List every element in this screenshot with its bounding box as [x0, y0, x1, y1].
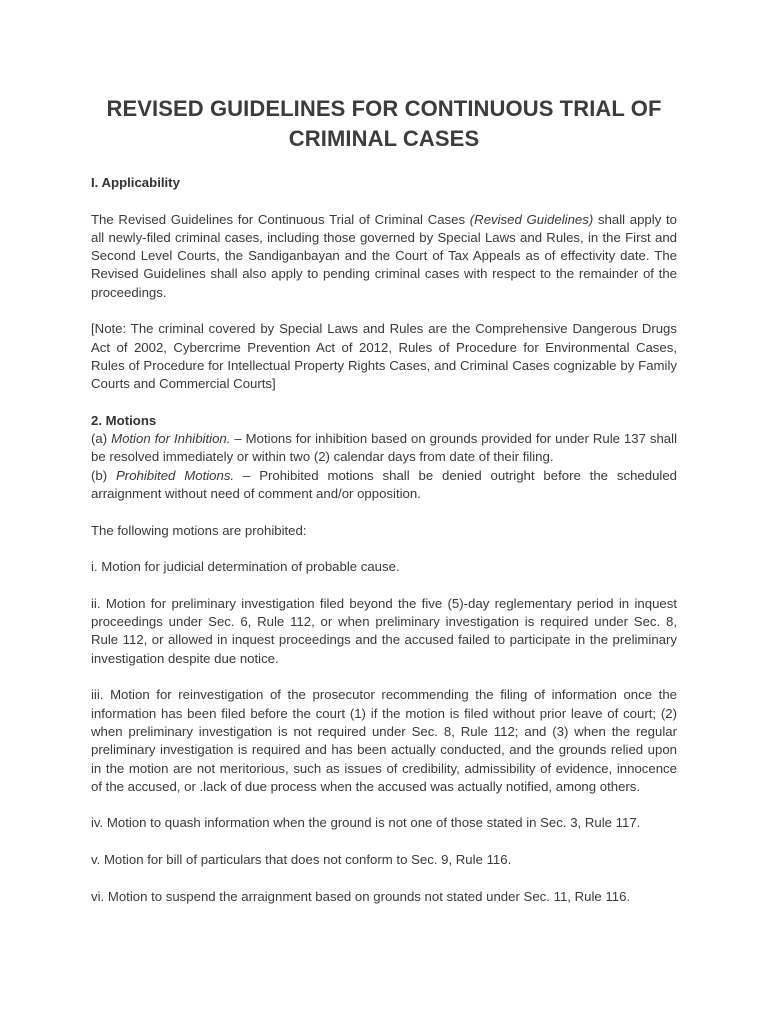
applicability-paragraph [91, 211, 677, 302]
title-line-1: REVISED GUIDELINES FOR CONTINUOUS TRIAL OF [106, 96, 662, 121]
prohibited-motion-ii: ii. Motion for preliminary investigation filed beyond the five (5)-day reglementary period in inquest proceedings under Sec. 6, Rule 112, or when preliminary investigation is required under Sec. 8, Rule 112, or allowed in inquest proceedings and the accused failed to participate in the preliminary investigation despite due notice. [91, 595, 677, 666]
applicability-italic: (Revised Guidelines) [469, 211, 594, 227]
document-page [91, 94, 677, 924]
prohibited-motion-v: v. Motion for bill of particulars that does not conform to Sec. 9, Rule 116. [91, 851, 512, 867]
prohibited-motion-iv: iv. Motion to quash information when the ground is not one of those stated in Sec. 3, Rule 117. [91, 815, 641, 831]
prohibited-motion-vi: vi. Motion to suspend the arraignment based on grounds not stated under Sec. 11, Rule 116. [91, 888, 631, 904]
prohibited-motion-i: i. Motion for judicial determination of probable cause. [91, 559, 400, 575]
item-b-title: Prohibited Motions. [116, 467, 235, 483]
section-heading-applicability: I. Applicability [91, 175, 180, 190]
prohibited-intro: The following motions are prohibited: [91, 522, 307, 538]
applicability-text-start: The Revised Guidelines for Continuous Trial of Criminal Cases [91, 211, 470, 227]
item-b-text: – Prohibited motions shall be denied outright before the scheduled arraignment without need of comment and/or opposition. [91, 467, 678, 502]
section-heading-motions: 2. Motions [91, 412, 157, 428]
item-a-prefix: (a) [91, 431, 112, 447]
motion-item-b [91, 467, 677, 504]
spacer [91, 192, 677, 210]
motion-item-a [91, 430, 677, 467]
title-line-2: CRIMINAL CASES [288, 126, 480, 151]
applicability-text-end: shall apply to all newly-filed criminal cases, including those governed by Special Laws and Rules, in the First and Second Level Courts, the Sandiganbayan and the Court of Tax Appeals as of effectivity date. The Revised Guidelines shall also apply to pending criminal cases with respect to the remainder of the proceedings. [91, 211, 677, 300]
item-b-prefix: (b) [91, 467, 116, 483]
note-paragraph: [Note: The criminal covered by Special Laws and Rules are the Comprehensive Dangerous Drugs Act of 2002, Cybercrime Prevention Act of 2012, Rules of Procedure for Environmental Cases, Rules of Procedure for Intellectual Property Rights Cases, and Criminal Cases cognizable by Family Courts and Commercial Courts] [91, 321, 677, 392]
document-title [91, 94, 677, 154]
prohibited-motion-iii: iii. Motion for reinvestigation of the prosecutor recommending the filing of information once the information has been filed before the court (1) if the motion is filed without prior leave of court; (2) when preliminary investigation is not required under Sec. 8, Rule 112; and (3) when the regular preliminary investigation is required and has been actually conducted, and the grounds relied upon in the motion are not meritorious, such as issues of credibility, admissibility of evidence, innocence of the accused, or .lack of due process when the accused was actually notified, among others. [91, 687, 677, 794]
item-a-text: – Motions for inhibition based on grounds provided for under Rule 137 shall be resolved immediately or within two (2) calendar days from date of their filing. [91, 431, 677, 465]
item-a-title: Motion for Inhibition. [111, 431, 231, 447]
